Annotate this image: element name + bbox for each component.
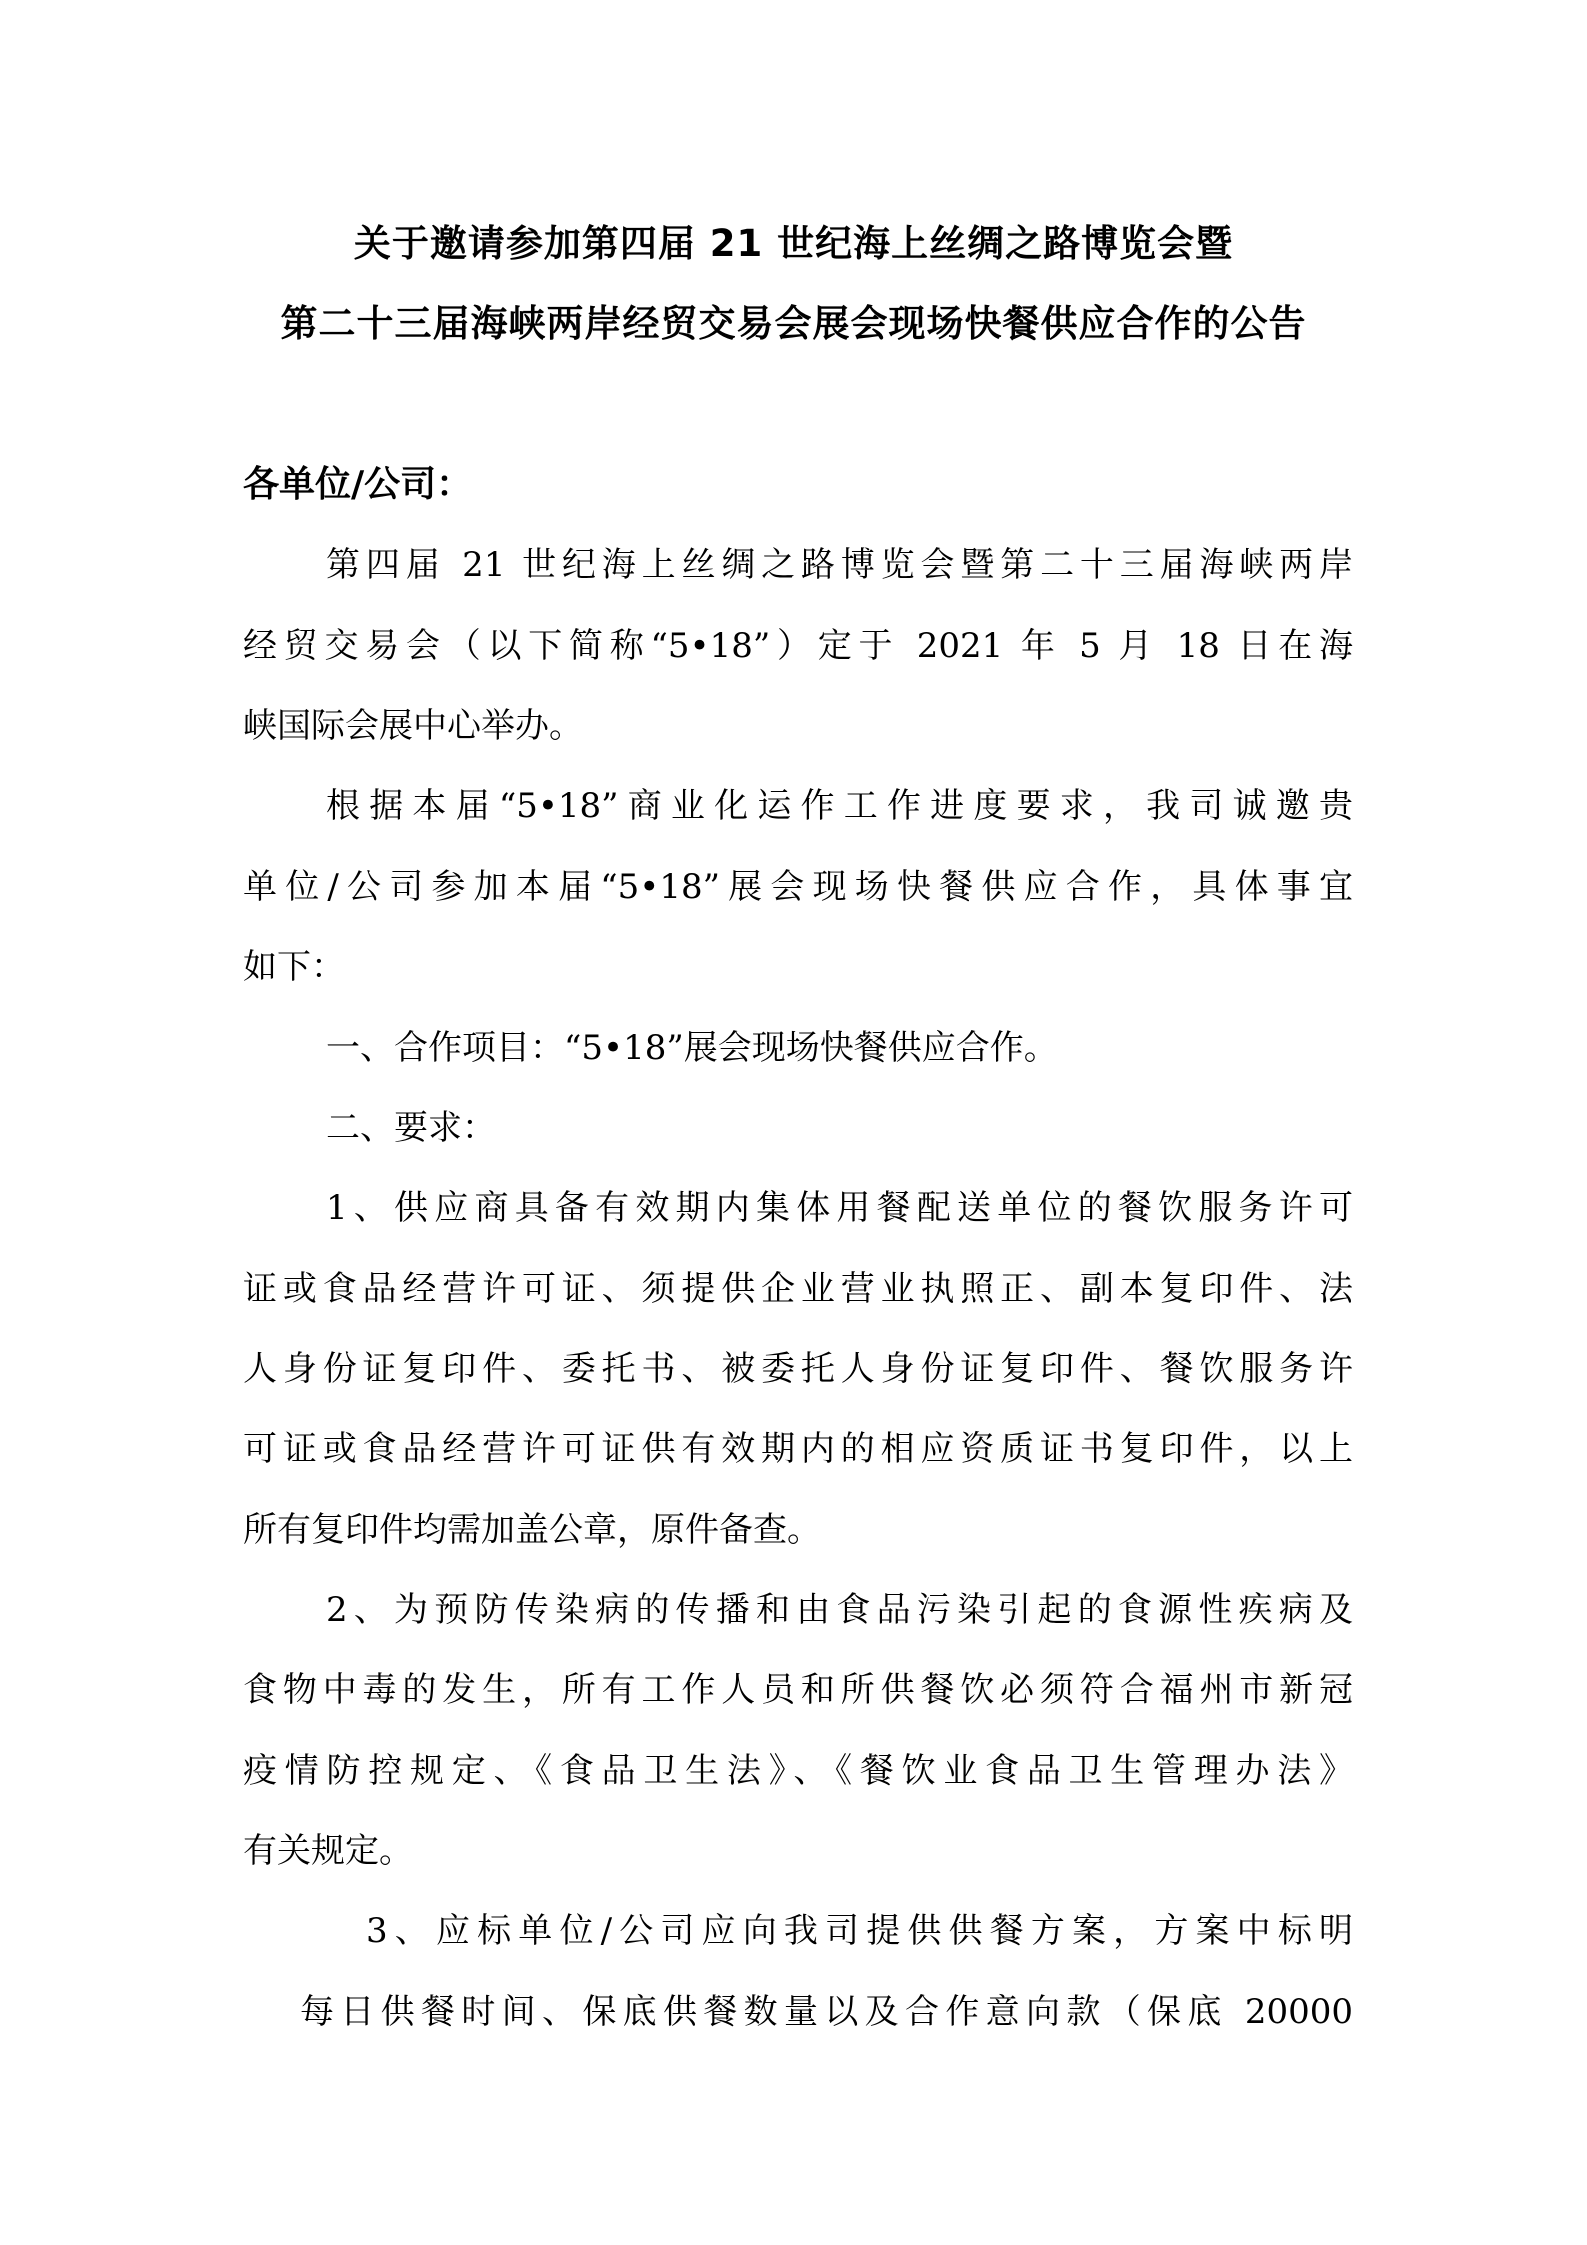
paragraph-2-line-1: 根据本届“5•18”商业化运作工作进度要求，我司诚邀贵 (326, 786, 1353, 826)
requirement-3-line-2: 每日供餐时间、保底供餐数量以及合作意向款（保底 20000 (300, 1992, 1353, 2032)
paragraph-1-line-2: 经贸交易会（以下简称“5•18”）定于 2021 年 5 月 18 日在海 (243, 626, 1353, 666)
paragraph-2-line-2: 单位/公司参加本届“5•18”展会现场快餐供应合作，具体事宜 (243, 867, 1353, 907)
requirement-2-line-1: 2、为预防传染病的传播和由食品污染引起的食源性疾病及 (326, 1590, 1353, 1630)
paragraph-1-line-1: 第四届 21 世纪海上丝绸之路博览会暨第二十三届海峡两岸 (326, 545, 1353, 585)
requirement-2-line-2: 食物中毒的发生，所有工作人员和所供餐饮必须符合福州市新冠 (243, 1670, 1353, 1710)
requirement-1-line-3: 人身份证复印件、委托书、被委托人身份证复印件、餐饮服务许 (243, 1349, 1353, 1389)
salutation: 各单位/公司： (243, 464, 473, 505)
item-requirements-heading: 二、要求： (326, 1108, 496, 1148)
title-line-1: 关于邀请参加第四届 21 世纪海上丝绸之路博览会暨 (353, 222, 1234, 265)
requirement-3-line-1: 3、应标单位/公司应向我司提供供餐方案，方案中标明 (366, 1911, 1353, 1951)
requirement-1-line-2: 证或食品经营许可证、须提供企业营业执照正、副本复印件、法 (243, 1269, 1353, 1309)
requirement-2-line-4: 有关规定。 (243, 1831, 413, 1871)
requirement-1-line-4: 可证或食品经营许可证供有效期内的相应资质证书复印件，以上 (243, 1429, 1353, 1469)
paragraph-2-line-3: 如下： (243, 947, 345, 987)
requirement-1-line-5: 所有复印件均需加盖公章，原件备查。 (243, 1510, 821, 1550)
item-cooperation-project: 一、合作项目：“5•18”展会现场快餐供应合作。 (326, 1028, 1058, 1068)
paragraph-1-line-3: 峡国际会展中心举办。 (243, 706, 583, 746)
requirement-1-line-1: 1、供应商具备有效期内集体用餐配送单位的餐饮服务许可 (326, 1188, 1353, 1228)
requirement-2-line-3: 疫情防控规定、《食品卫生法》、《餐饮业食品卫生管理办法》 (243, 1751, 1353, 1791)
title-line-2: 第二十三届海峡两岸经贸交易会展会现场快餐供应合作的公告 (280, 302, 1307, 345)
